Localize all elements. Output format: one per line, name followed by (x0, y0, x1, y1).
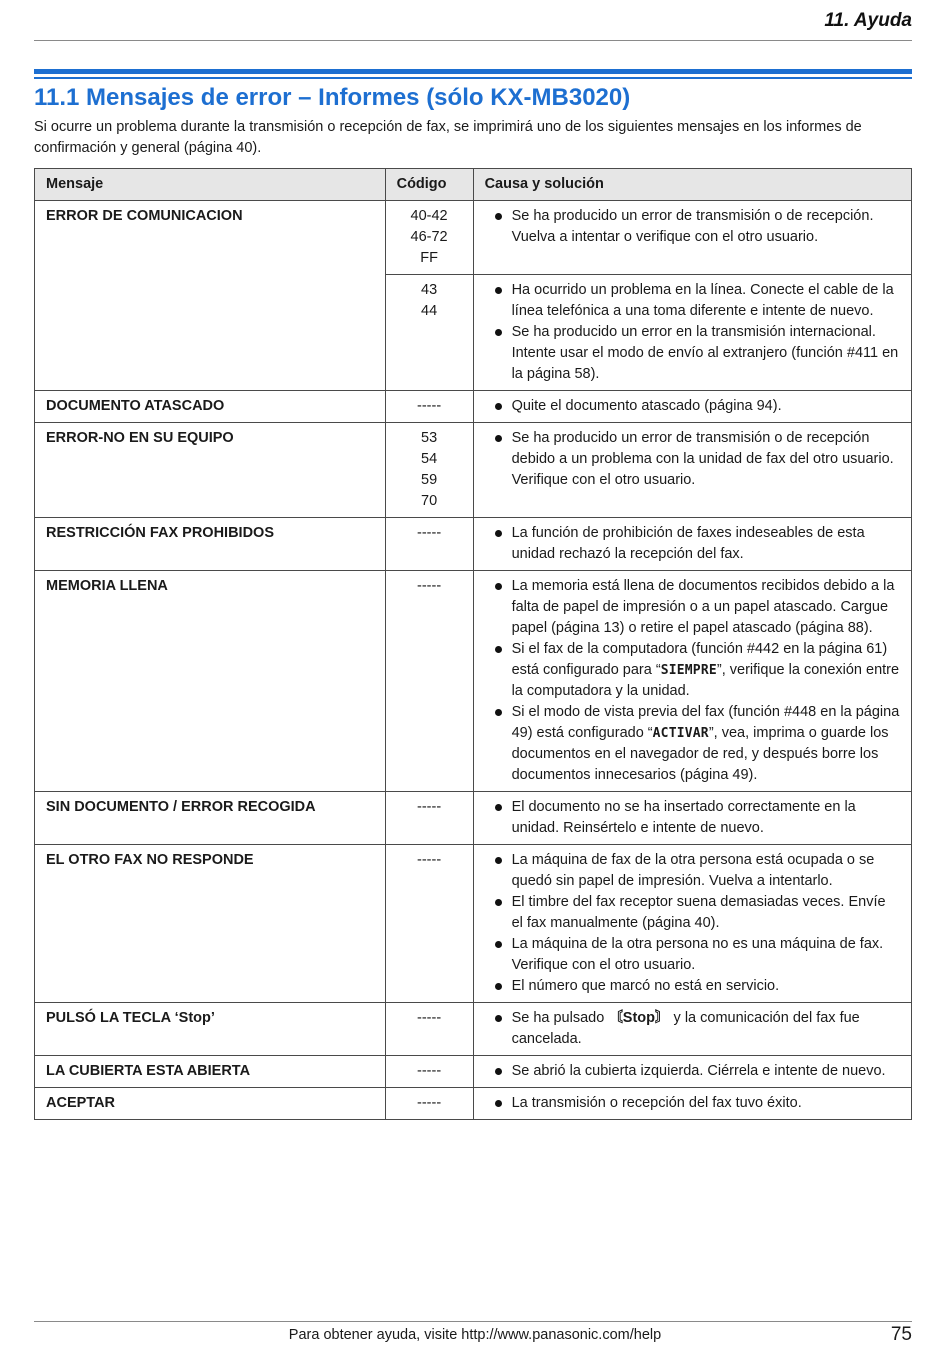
error-code-cell: ----- (385, 792, 473, 845)
cause-item: Se ha producido un error de transmisión o de recepción. Vuelva a intentar o verifique con el otro usuario. (485, 206, 900, 248)
error-code: 59 (421, 472, 438, 488)
table-row (35, 201, 912, 275)
error-code-cell (385, 423, 473, 518)
cause-cell (473, 1056, 911, 1088)
cause-cell (473, 571, 911, 792)
cause-item: Se abrió la cubierta izquierda. Ciérrela e intente de nuevo. (485, 1061, 900, 1082)
table-row (35, 1003, 912, 1056)
table-row (35, 792, 912, 845)
error-code-cell: ----- (385, 518, 473, 571)
error-code-cell: ----- (385, 391, 473, 423)
table-row (35, 1088, 912, 1120)
section-bar (34, 69, 912, 74)
cause-item: Se ha producido un error de transmisión o de recepción debido a un problema con la unidad de fax del otro usuario. Verifique con el otro usuario. (485, 428, 900, 491)
cause-item: Si el modo de vista previa del fax (función #448 en la página 49) está configurado “ACTIVAR”, vea, imprima o guarde los documentos en el navegador de red, y después borre los documentos innecesarios (página 49). (485, 702, 900, 786)
cause-item: La máquina de la otra persona no es una máquina de fax. Verifique con el otro usuario. (485, 934, 900, 976)
table-row (35, 845, 912, 1003)
error-code: FF (420, 250, 438, 266)
error-code-cell: ----- (385, 1088, 473, 1120)
error-message-cell: EL OTRO FAX NO RESPONDE (35, 845, 386, 1003)
section-intro: Si ocurre un problema durante la transmisión o recepción de fax, se imprimirá uno de los siguientes mensajes en los informes de confirmación y general (página 40). (34, 119, 862, 156)
cause-item: La función de prohibición de faxes indeseables de esta unidad rechazó la recepción del fax. (485, 523, 900, 565)
table-header-row (35, 169, 912, 201)
cause-item: El timbre del fax receptor suena demasiadas veces. Envíe el fax manualmente (página 40). (485, 892, 900, 934)
setting-value: ACTIVAR (652, 726, 709, 741)
cause-item: El documento no se ha insertado correctamente en la unidad. Reinsértelo e intente de nuevo. (485, 797, 900, 839)
error-code: 43 (421, 282, 438, 298)
cause-cell (473, 275, 911, 391)
footer-divider (34, 1321, 912, 1322)
cause-item: Se ha pulsado 〘Stop〙 y la comunicación del fax fue cancelada. (485, 1008, 900, 1050)
error-message-cell: ACEPTAR (35, 1088, 386, 1120)
cause-cell (473, 423, 911, 518)
error-message-cell: ERROR DE COMUNICACION (35, 201, 386, 391)
table-row (35, 1056, 912, 1088)
error-code-cell (385, 201, 473, 275)
error-code-cell: ----- (385, 571, 473, 792)
error-code: 46-72 (410, 229, 448, 245)
error-code-cell: ----- (385, 845, 473, 1003)
column-header-message: Mensaje (35, 169, 386, 201)
column-header-cause: Causa y solución (473, 169, 911, 201)
error-code-cell (385, 275, 473, 391)
cause-cell (473, 792, 911, 845)
error-code: 40-42 (410, 208, 448, 224)
cause-cell (473, 201, 911, 275)
error-code: 54 (421, 451, 438, 467)
error-message-cell: ERROR-NO EN SU EQUIPO (35, 423, 386, 518)
section-bar-thin (34, 77, 912, 79)
error-message-cell: DOCUMENTO ATASCADO (35, 391, 386, 423)
page-number: 75 (890, 1324, 912, 1345)
table-row (35, 518, 912, 571)
error-messages-table (34, 168, 912, 1120)
cause-cell (473, 845, 911, 1003)
error-message-cell: PULSÓ LA TECLA ‘Stop’ (35, 1003, 386, 1056)
cause-cell (473, 1003, 911, 1056)
setting-value: SIEMPRE (660, 663, 717, 678)
error-code-cell: ----- (385, 1003, 473, 1056)
error-message-cell: MEMORIA LLENA (35, 571, 386, 792)
cause-item: La memoria está llena de documentos recibidos debido a la falta de papel de impresión o a un papel atascado. Cargue papel (página 13) o retire el papel atascado (página 88). (485, 576, 900, 639)
cause-item: La máquina de fax de la otra persona está ocupada o se quedó sin papel de impresión. Vuelva a intentarlo. (485, 850, 900, 892)
footer-help-text: Para obtener ayuda, visite http://www.panasonic.com/help (288, 1327, 662, 1343)
stop-key-label: 〘Stop〙 (608, 1010, 670, 1026)
error-code: 70 (421, 493, 438, 509)
error-message-cell: SIN DOCUMENTO / ERROR RECOGIDA (35, 792, 386, 845)
cause-item: Si el fax de la computadora (función #442 en la página 61) está configurado para “SIEMPRE”, verifique la conexión entre la computadora y la unidad. (485, 639, 900, 702)
cause-cell (473, 1088, 911, 1120)
error-code: 53 (421, 430, 438, 446)
table-row (35, 571, 912, 792)
cause-item: Quite el documento atascado (página 94). (485, 396, 900, 417)
error-code: 44 (421, 303, 438, 319)
section-title: 11.1 Mensajes de error – Informes (sólo KX-MB3020) (34, 84, 631, 111)
chapter-heading: 11. Ayuda (824, 10, 912, 31)
table-row (35, 423, 912, 518)
header-divider (34, 40, 912, 41)
column-header-code: Código (385, 169, 473, 201)
table-row (35, 391, 912, 423)
cause-item: Se ha producido un error en la transmisión internacional. Intente usar el modo de envío al extranjero (función #411 en la página 58). (485, 322, 900, 385)
error-message-cell: RESTRICCIÓN FAX PROHIBIDOS (35, 518, 386, 571)
cause-item: La transmisión o recepción del fax tuvo éxito. (485, 1093, 900, 1114)
error-message-cell: LA CUBIERTA ESTA ABIERTA (35, 1056, 386, 1088)
cause-cell (473, 518, 911, 571)
error-code-cell: ----- (385, 1056, 473, 1088)
cause-item: El número que marcó no está en servicio. (485, 976, 900, 997)
cause-item: Ha ocurrido un problema en la línea. Conecte el cable de la línea telefónica a una toma diferente e intente de nuevo. (485, 280, 900, 322)
cause-cell (473, 391, 911, 423)
